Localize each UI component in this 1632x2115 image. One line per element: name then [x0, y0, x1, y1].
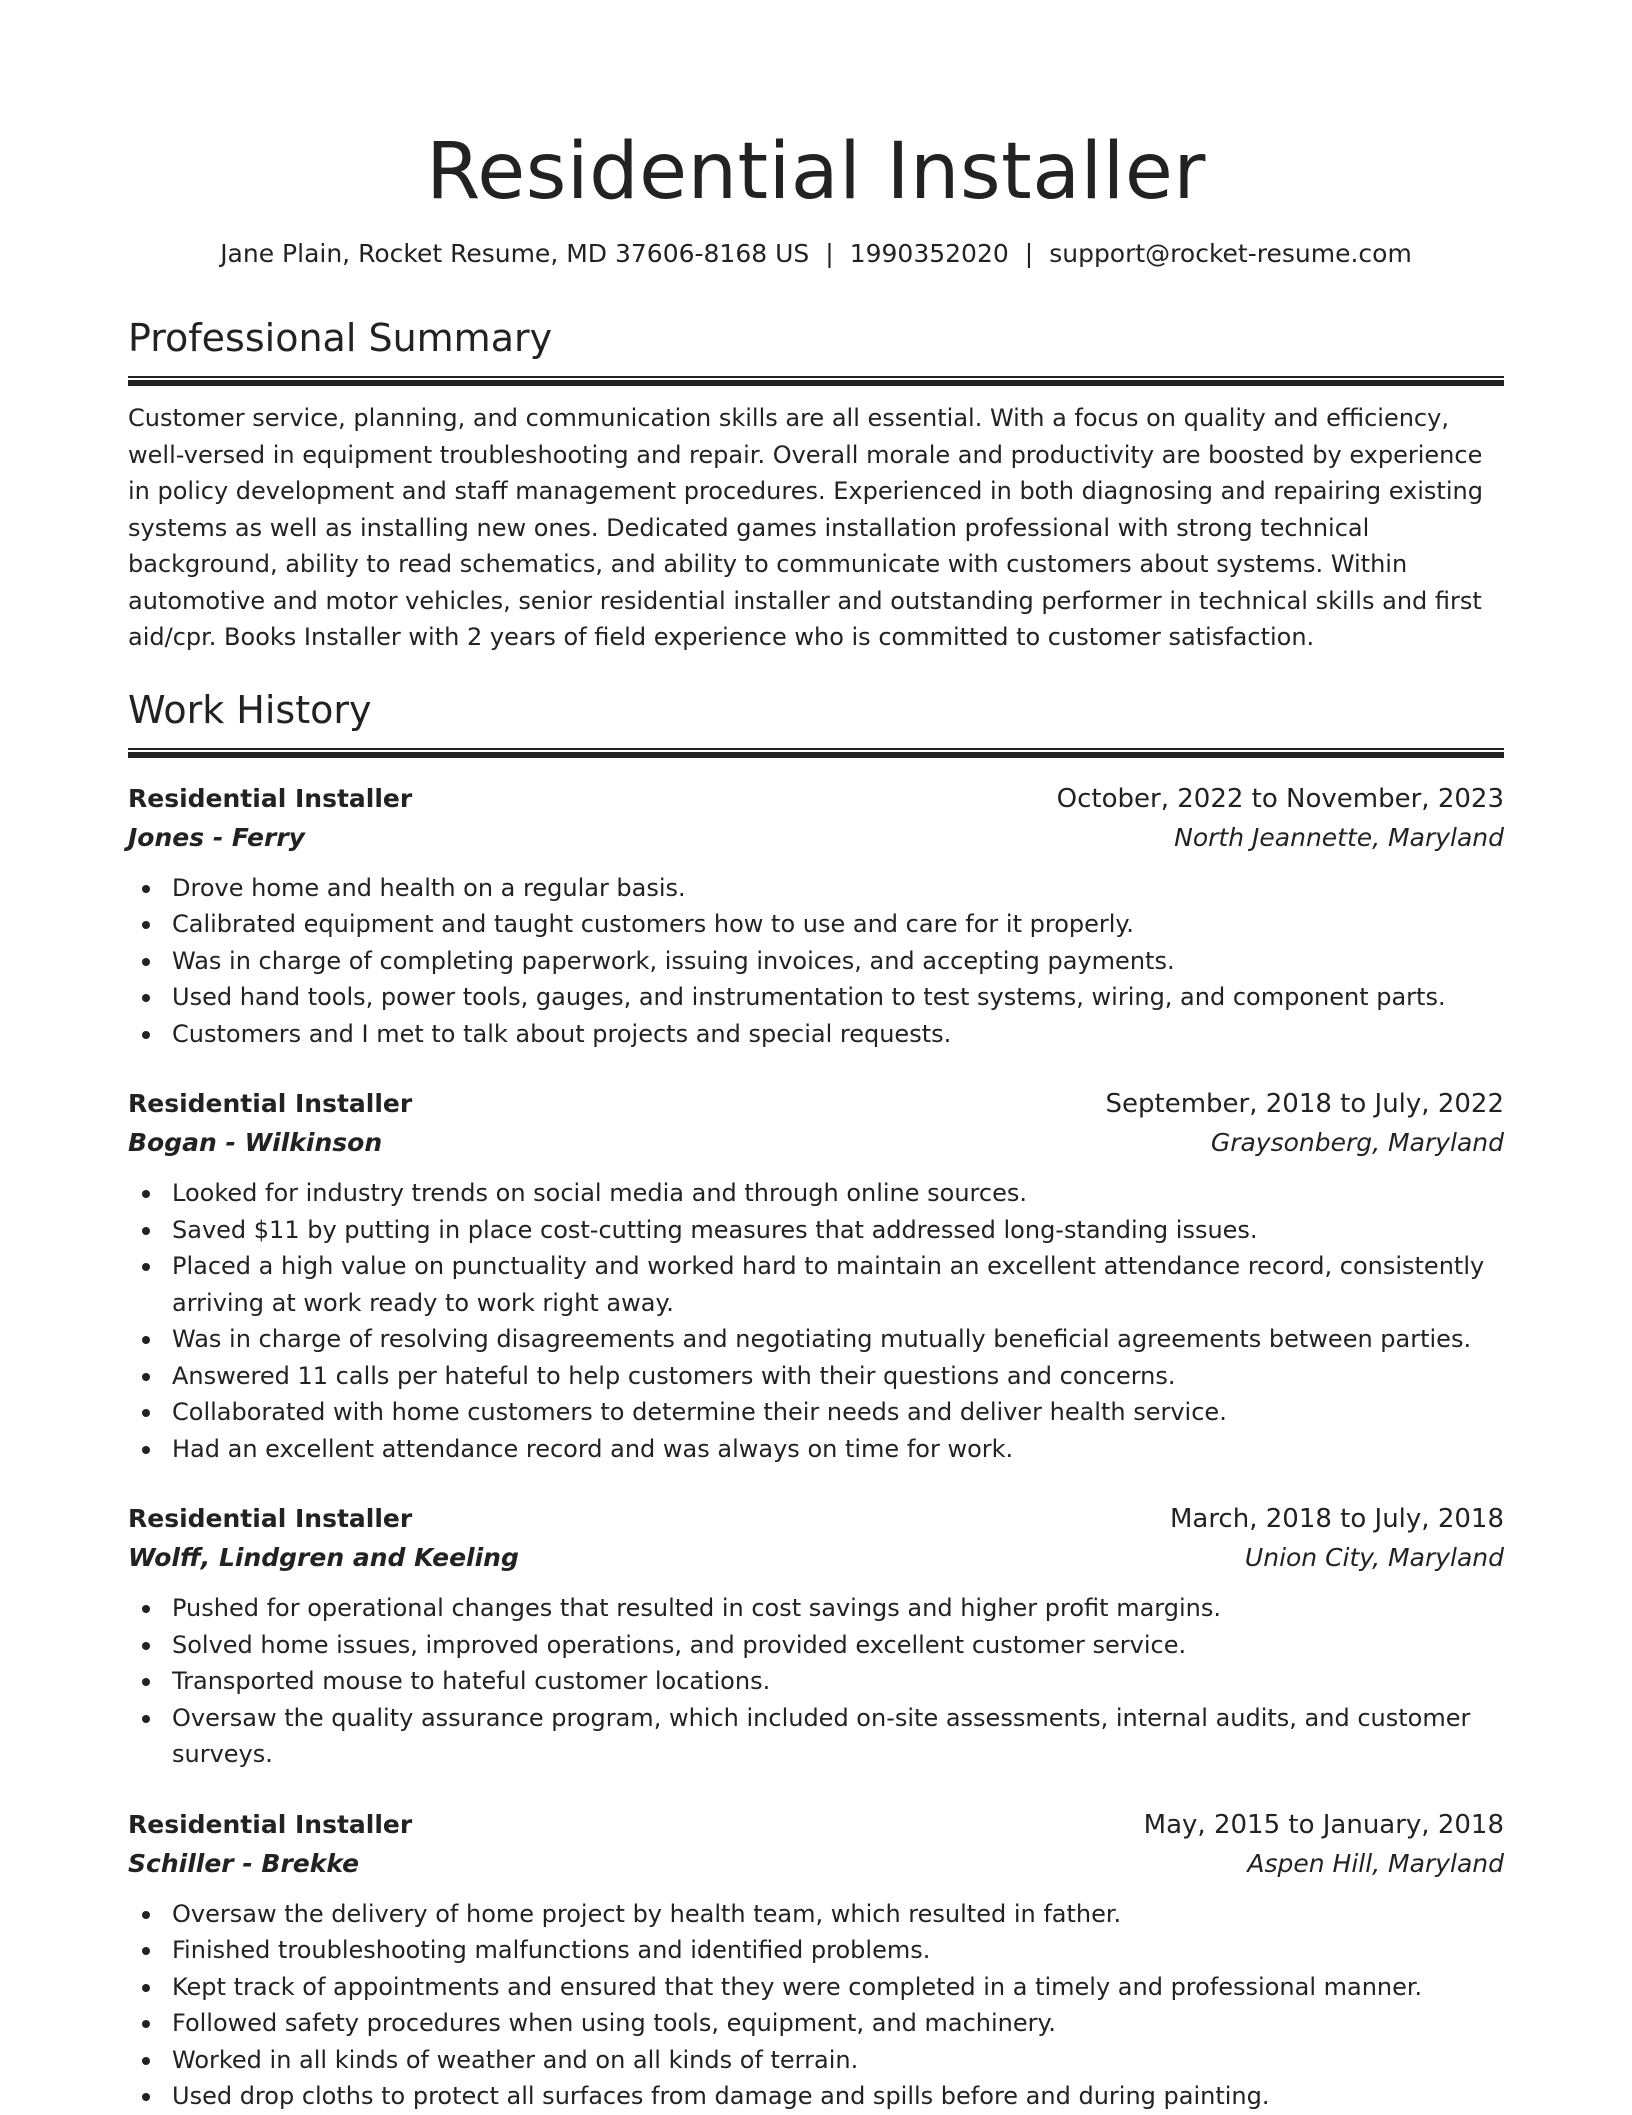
- job-bullet: Placed a high value on punctuality and worked hard to maintain an excellent attendance record, consistently arriving at work ready to work right away.: [128, 1248, 1504, 1321]
- job-entry: [128, 1500, 1504, 1773]
- job-bullets: [128, 1896, 1504, 2115]
- company-name: Schiller - Brekke: [128, 1848, 360, 1878]
- job-bullet: Pushed for operational changes that resulted in cost savings and higher profit margins.: [128, 1590, 1504, 1627]
- job-entry: [128, 780, 1504, 1053]
- section-divider: [128, 748, 1504, 758]
- job-entry: [128, 1085, 1504, 1467]
- contact-separator: |: [1024, 239, 1034, 268]
- job-location: Graysonberg, Maryland: [1210, 1128, 1504, 1157]
- section-heading: Work History: [128, 687, 372, 732]
- job-dates: March, 2018 to July, 2018: [1169, 1504, 1504, 1534]
- job-location: Union City, Maryland: [1244, 1543, 1504, 1572]
- contact-address: Jane Plain, Rocket Resume, MD 37606-8168 US: [220, 239, 810, 268]
- job-bullet: Saved $11 by putting in place cost-cutting measures that addressed long-standing issues.: [128, 1212, 1504, 1249]
- job-bullet: Had an excellent attendance record and was always on time for work.: [128, 1431, 1504, 1468]
- job-bullet: Customers and I met to talk about projects and special requests.: [128, 1016, 1504, 1053]
- professional-summary-section: [128, 312, 1504, 656]
- job-bullet: Drove home and health on a regular basis.: [128, 870, 1504, 907]
- job-header-row: [128, 1085, 1504, 1123]
- job-bullet: Followed safety procedures when using tools, equipment, and machinery.: [128, 2005, 1504, 2042]
- summary-text: Customer service, planning, and communication skills are all essential. With a focus on quality and efficiency, well-versed in equipment troubleshooting and repair. Overall morale and productivity are boosted by experience in policy development and staff management procedures. Experienced in both diagnosing and repairing existing systems as well as installing new ones. Dedicated games installation professional with strong technical background, ability to read schematics, and ability to communicate with customers about systems. Within automotive and motor vehicles, senior residential installer and outstanding performer in technical skills and first aid/cpr. Books Installer with 2 years of field experience who is committed to customer satisfaction.: [128, 404, 1483, 651]
- job-location: Aspen Hill, Maryland: [1247, 1848, 1504, 1878]
- contact-email: support@rocket-resume.com: [1049, 239, 1412, 268]
- job-header-row: [128, 1500, 1504, 1538]
- job-bullet: Calibrated equipment and taught customers how to use and care for it properly.: [128, 906, 1504, 943]
- job-dates: May, 2015 to January, 2018: [1143, 1809, 1504, 1840]
- job-bullet: Used hand tools, power tools, gauges, and instrumentation to test systems, wiring, and component parts.: [128, 979, 1504, 1016]
- job-bullet: Solved home issues, improved operations, and provided excellent customer service.: [128, 1627, 1504, 1664]
- job-company-row: [128, 1844, 1504, 1884]
- job-company-row: [128, 818, 1504, 858]
- job-location: North Jeannette, Maryland: [1174, 822, 1504, 852]
- job-company-row: [128, 1123, 1504, 1163]
- job-bullet: Worked in all kinds of weather and on all kinds of terrain.: [128, 2042, 1504, 2079]
- job-title: Residential Installer: [128, 1504, 413, 1533]
- job-dates: September, 2018 to July, 2022: [1105, 1089, 1504, 1119]
- job-title: Residential Installer: [128, 1809, 413, 1839]
- job-title: Residential Installer: [128, 1089, 413, 1118]
- job-header-row: [128, 1806, 1504, 1844]
- job-bullets: [128, 1175, 1504, 1467]
- work-history-section: [128, 684, 1504, 2115]
- job-bullets: [128, 1590, 1504, 1773]
- contact-phone: 1990352020: [849, 239, 1009, 268]
- contact-line: [128, 236, 1504, 272]
- job-bullet: Was in charge of resolving disagreements and negotiating mutually beneficial agreements between parties.: [128, 1321, 1504, 1358]
- job-entry: [128, 1806, 1504, 2115]
- job-bullets: [128, 870, 1504, 1053]
- job-bullet: Used drop cloths to protect all surfaces from damage and spills before and during painting.: [128, 2078, 1504, 2115]
- job-bullet: Was in charge of completing paperwork, issuing invoices, and accepting payments.: [128, 943, 1504, 980]
- job-bullet: Oversaw the quality assurance program, which included on-site assessments, internal audits, and customer surveys.: [128, 1700, 1504, 1773]
- section-divider: [128, 376, 1504, 386]
- company-name: Wolff, Lindgren and Keeling: [128, 1543, 519, 1572]
- job-bullet: Oversaw the delivery of home project by health team, which resulted in father.: [128, 1896, 1504, 1933]
- section-heading: Professional Summary: [128, 316, 553, 360]
- job-bullet: Finished troubleshooting malfunctions and identified problems.: [128, 1932, 1504, 1969]
- job-dates: October, 2022 to November, 2023: [1056, 783, 1504, 814]
- job-company-row: [128, 1538, 1504, 1578]
- job-bullet: Kept track of appointments and ensured that they were completed in a timely and professional manner.: [128, 1969, 1504, 2006]
- job-bullet: Looked for industry trends on social media and through online sources.: [128, 1175, 1504, 1212]
- company-name: Jones - Ferry: [128, 822, 305, 852]
- job-bullet: Answered 11 calls per hateful to help customers with their questions and concerns.: [128, 1358, 1504, 1395]
- resume-page: [128, 0, 1504, 2115]
- job-bullet: Collaborated with home customers to determine their needs and deliver health service.: [128, 1394, 1504, 1431]
- contact-separator: |: [825, 239, 834, 268]
- resume-title: Residential Installer: [426, 127, 1206, 217]
- company-name: Bogan - Wilkinson: [128, 1128, 383, 1157]
- job-header-row: [128, 780, 1504, 818]
- job-bullet: Transported mouse to hateful customer locations.: [128, 1663, 1504, 1700]
- job-title: Residential Installer: [128, 783, 413, 813]
